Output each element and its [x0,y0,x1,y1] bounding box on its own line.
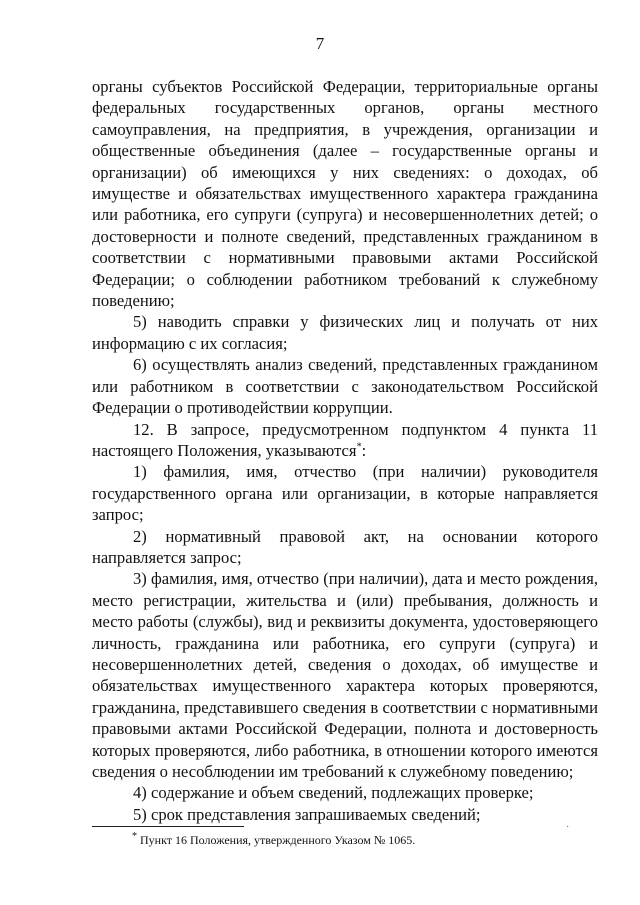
footnote-mark: * [132,831,137,842]
footnote-text: Пункт 16 Положения, утвержденного Указом № 1065. [137,833,416,847]
body-text [92,76,598,825]
paragraph: 3) фамилия, имя, отчество (при наличии), дата и место рождения, место регистрации, жительства и (или) пребывания, должность и место работы (службы), вид и реквизиты документа, удостоверяющего личность, гражданина или работника, его супруги (супруга) и несовершеннолетних детей, сведения о доходах, об имуществе и обязательствах имущественного характера которых проверяются, гражданина, представившего сведения в соответствии с нормативными правовыми актами Российской Федерации, полнота и достоверность которых проверяются, либо работника, в отношении которого имеются сведения о несоблюдении им требований к служебному поведению; [92,569,598,781]
footnote [132,833,415,848]
paragraph: органы субъектов Российской Федерации, территориальные органы федеральных государственных органов, органы местного самоуправления, на предприятия, в учреждения, организации и общественные объединения (далее – государственные органы и организации) об имеющихся у них сведениях: о доходах, об имуществе и обязательствах имущественного характера гражданина или работника, его супруги (супруга) и несовершеннолетних детей; о достоверности и полноте сведений, представленных гражданином в соответствии с нормативными правовыми актами Российской Федерации; о соблюдении работником требований к служебному поведению; [92,77,598,311]
paragraph: 6) осуществлять анализ сведений, представленных гражданином или работником в соответствии с законодательством Российской Федерации о противодействии коррупции. [92,355,598,418]
paragraph: 1) фамилия, имя, отчество (при наличии) руководителя государственного органа или организации, в которые направляется запрос; [92,462,598,525]
footnote-divider [92,826,244,827]
footnote-reference: * [356,441,362,453]
paragraph-punctuation: : [361,440,367,460]
paragraph-text: 12. В запросе, предусмотренном подпунктом 4 пункта 11 настоящего Положения, указываются [92,419,598,460]
paragraph [92,419,598,462]
paragraph: 5) срок представления запрашиваемых сведений; [133,804,481,824]
paragraph: 5) наводить справки у физических лиц и получать от них информацию с их согласия; [92,312,598,353]
paragraph: 4) содержание и объем сведений, подлежащих проверке; [133,783,534,803]
paragraph: 2) нормативный правовой акт, на основании которого направляется запрос; [92,526,598,567]
scan-speck: · [566,822,570,833]
page-number: 7 [315,34,325,53]
